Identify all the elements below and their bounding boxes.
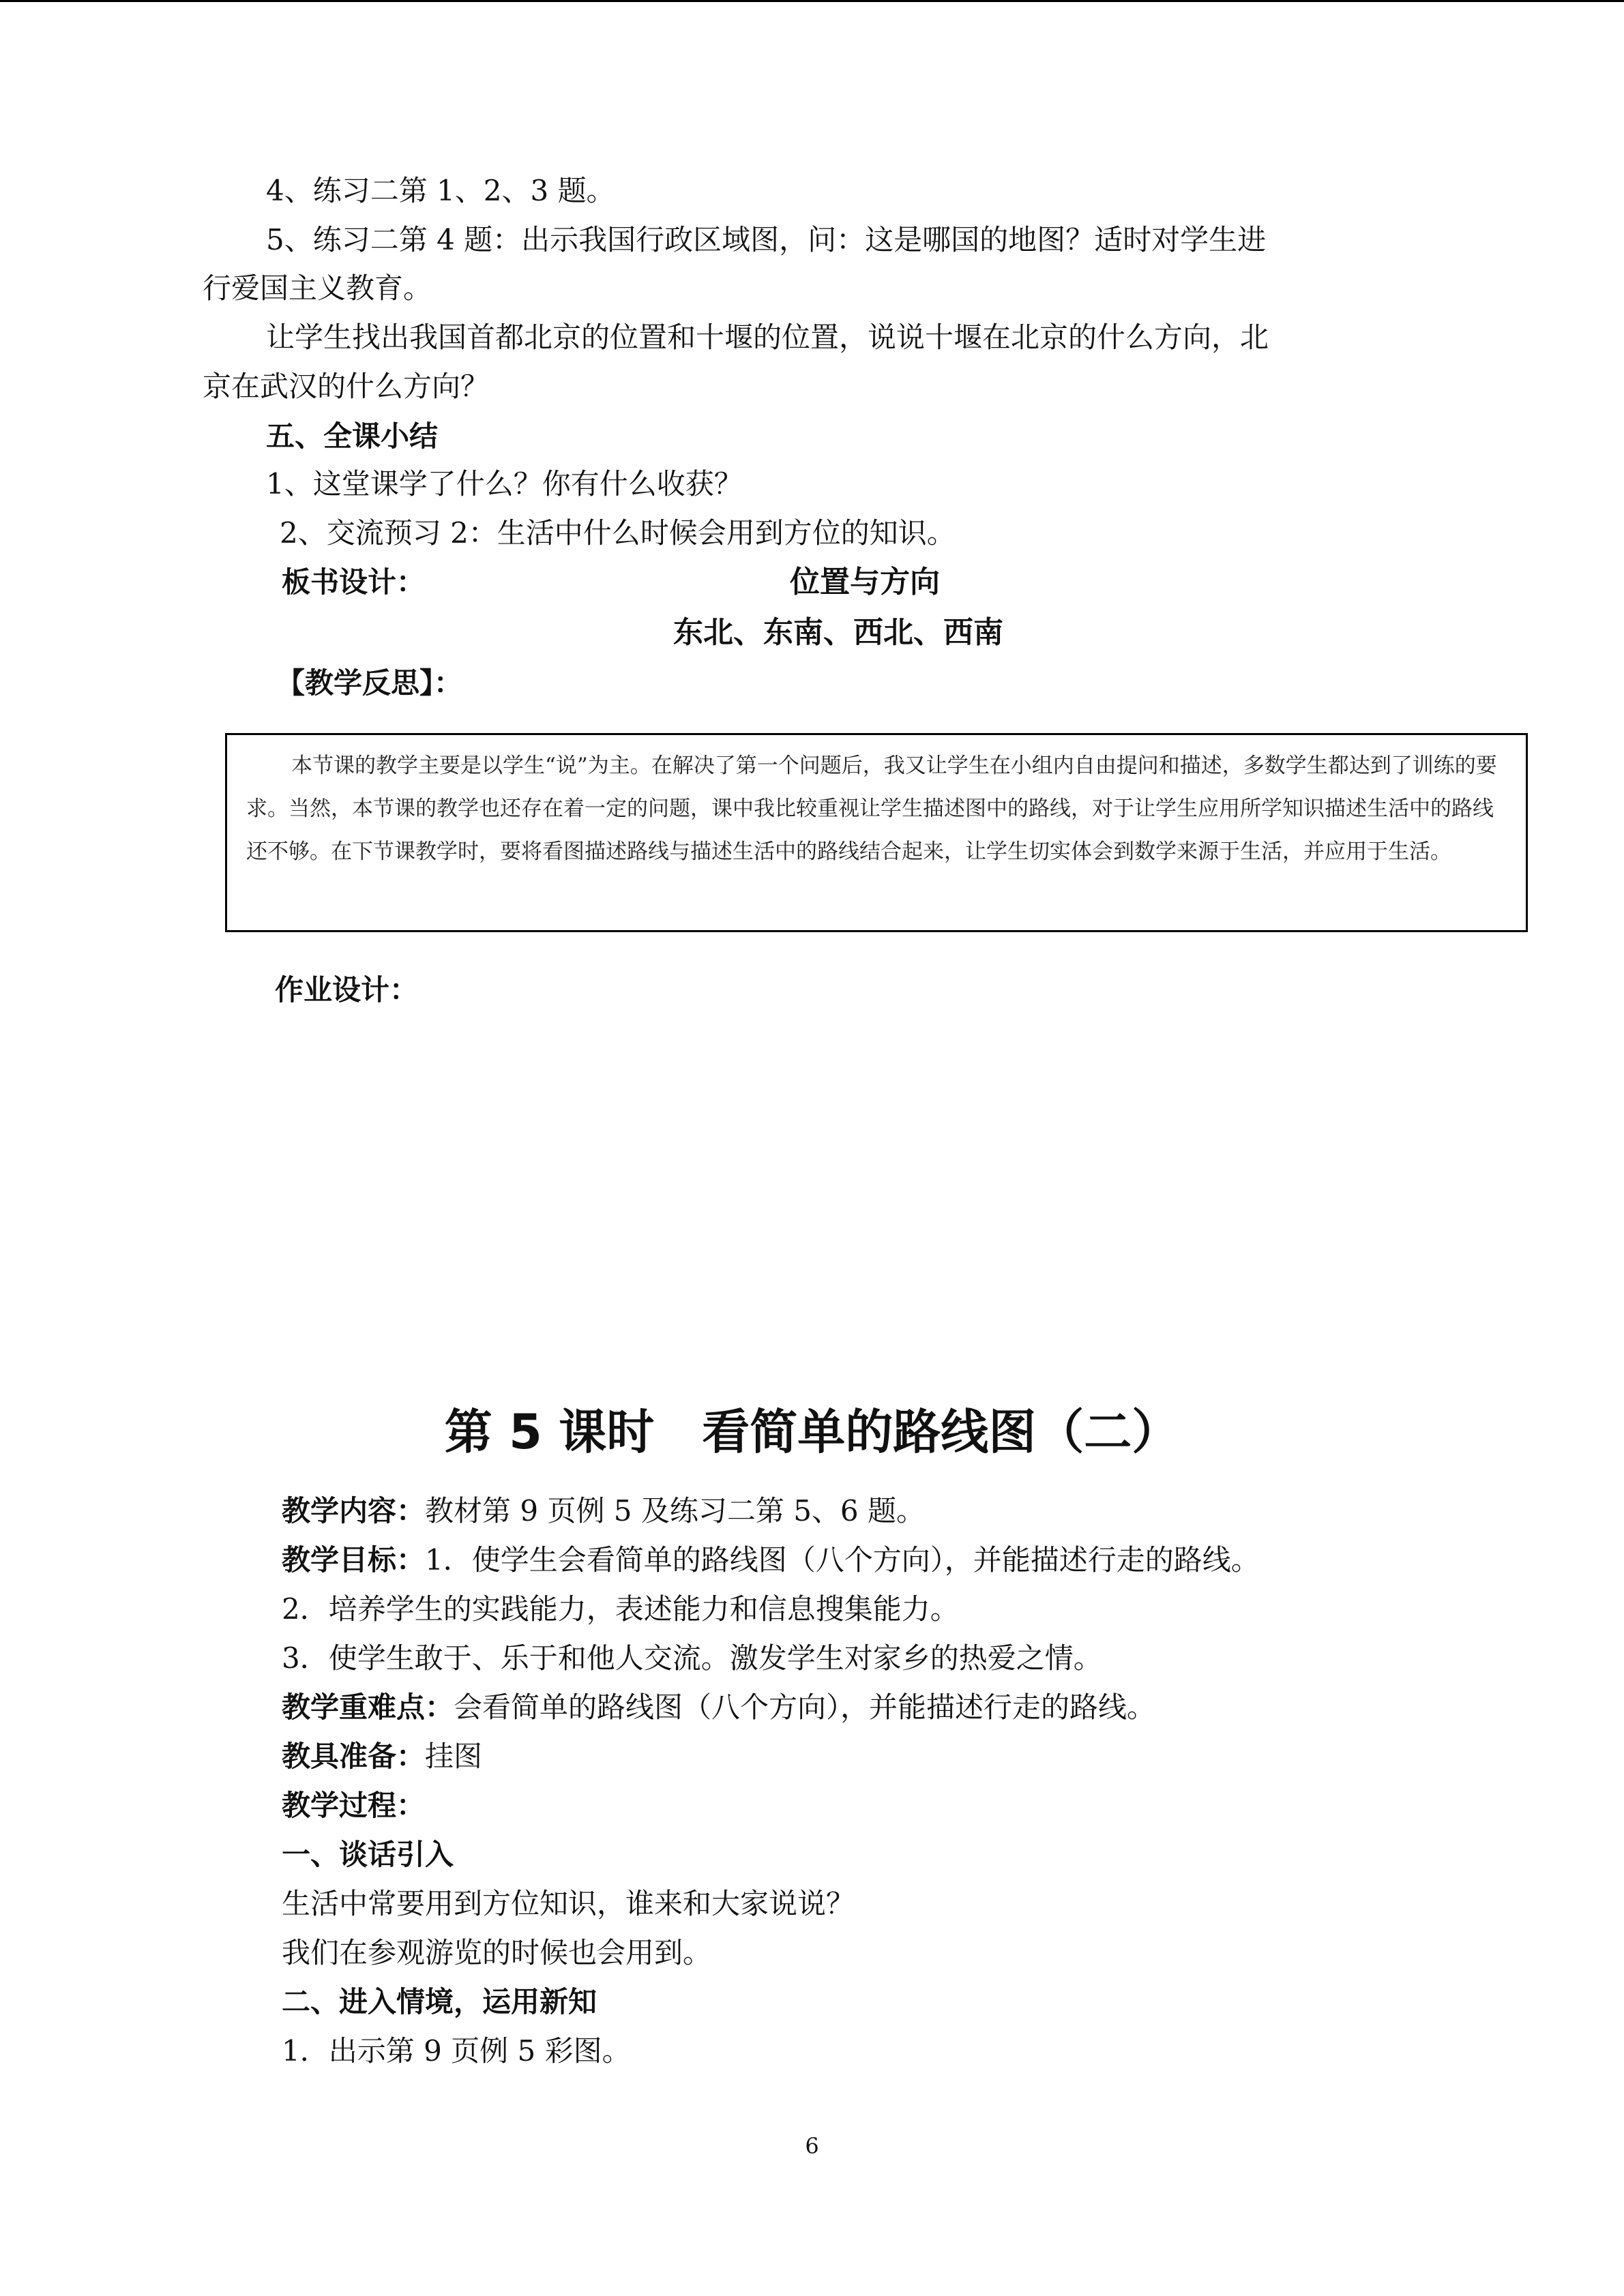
board-design-label: 板书设计： — [282, 565, 426, 599]
exercise-item-5-line2: 行爱国主义教育。 — [203, 271, 432, 305]
summary-heading: 五、全课小结 — [266, 419, 439, 453]
teaching-goal-2: 2．培养学生的实践能力，表述能力和信息搜集能力。 — [282, 1592, 959, 1626]
teaching-goal-3: 3．使学生敢于、乐于和他人交流。激发学生对家乡的热爱之情。 — [282, 1641, 1102, 1675]
teaching-content-value: 教材第 9 页例 5 及练习二第 5、6 题。 — [425, 1494, 926, 1527]
summary-question-2: 2、交流预习 2：生活中什么时候会用到方位的知识。 — [280, 516, 956, 550]
teaching-tools-value: 挂图 — [425, 1740, 483, 1773]
section-1-line-2: 我们在参观游览的时候也会用到。 — [282, 1936, 712, 1969]
board-design-directions: 东北、东南、西北、西南 — [673, 615, 1003, 650]
homework-label: 作业设计： — [275, 973, 419, 1007]
section-2-heading: 二、进入情境，运用新知 — [282, 1985, 597, 2018]
teaching-process-label: 教学过程： — [282, 1789, 426, 1822]
summary-question-1: 1、这堂课学了什么？你有什么收获？ — [266, 467, 743, 501]
teaching-tools-label: 教具准备： — [282, 1740, 426, 1773]
section-2-line-1: 1．出示第 9 页例 5 彩图。 — [282, 2034, 631, 2068]
key-points-value: 会看简单的路线图（八个方向），并能描述行走的路线。 — [454, 1690, 1156, 1724]
reflection-text: 本节课的教学主要是以学生“说”为主。在解决了第一个问题后，我又让学生在小组内自由提问和描述，多数学生都达到了训练的要求。当然，本节课的教学也还存在着一定的问题，课中我比较重视让学生描述图中的路线，对于让学生应用所学知识描述生活中的路线还不够。在下节课教学时，要将看图描述路线与描述生活中的路线结合起来，让学生切实体会到数学来源于生活，并应用于生活。 — [246, 754, 1497, 864]
locate-task-line1: 让学生找出我国首都北京的位置和十堰的位置，说说十堰在北京的什么方向，北 — [266, 320, 1269, 354]
board-design-title: 位置与方向 — [790, 565, 940, 599]
teaching-goals-label: 教学目标： — [282, 1543, 426, 1577]
teaching-content-row — [282, 1491, 925, 1532]
key-points-label: 教学重难点： — [282, 1690, 454, 1724]
page-number: 6 — [805, 2133, 819, 2159]
teaching-tools-row — [282, 1736, 482, 1777]
section-1-line-1: 生活中常要用到方位知识，谁来和大家说说？ — [282, 1887, 855, 1920]
key-points-row — [282, 1687, 1155, 1728]
reflection-heading: 【教学反思】： — [276, 666, 463, 700]
section-1-heading: 一、谈话引入 — [282, 1838, 454, 1871]
page-top-border — [0, 0, 1624, 2]
reflection-box — [225, 733, 1528, 932]
lesson-title: 第 5 课时 看简单的路线图（二） — [444, 1404, 1180, 1460]
exercise-item-5-line1: 5、练习二第 4 题：出示我国行政区域图，问：这是哪国的地图？适时对学生进 — [266, 223, 1267, 256]
teaching-goal-1: 1．使学生会看简单的路线图（八个方向），并能描述行走的路线。 — [425, 1543, 1260, 1577]
locate-task-line2: 京在武汉的什么方向？ — [203, 370, 490, 403]
exercise-item-4: 4、练习二第 1、2、3 题。 — [266, 174, 615, 207]
teaching-goals-row — [282, 1540, 1260, 1581]
teaching-content-label: 教学内容： — [282, 1494, 426, 1527]
